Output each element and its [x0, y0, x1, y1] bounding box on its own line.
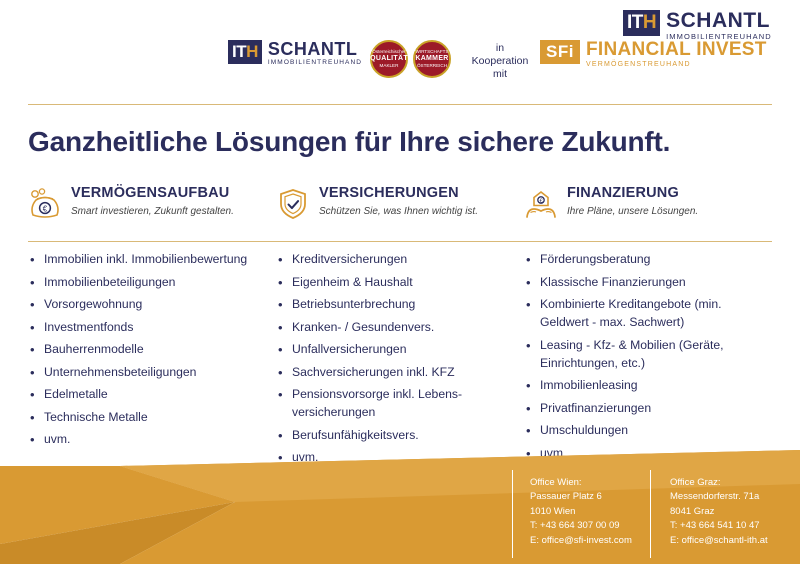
column-title: VERSICHERUNGEN: [319, 185, 459, 201]
office-wien-block: [518, 476, 658, 548]
service-column-finanzierung: [524, 186, 772, 221]
list-item: • Kreditversicherungen: [292, 250, 516, 268]
office-wien-email[interactable]: E: office@sfi-invest.com: [530, 534, 632, 546]
list-item: • Bauherrenmodelle: [44, 340, 268, 358]
list-item: • Privatfinanzierungen: [540, 399, 764, 417]
seal2-line2: KAMMER: [415, 54, 449, 62]
seal1-line2: QUALITÄT: [370, 54, 408, 62]
seal2-line3: ÖSTERREICH: [416, 63, 448, 69]
seal2-line1: WIRTSCHAFTS: [415, 48, 449, 54]
header-logo-bar: [0, 0, 800, 96]
office-wien-street: Passauer Platz 6: [530, 491, 602, 503]
logo-schantl-ith-primary: [623, 10, 772, 41]
list-item: • Immobilien inkl. Immobilienbewertung: [44, 250, 268, 268]
list-item: • Unfallversicherungen: [292, 340, 516, 358]
column-title: VERMÖGENSAUFBAU: [71, 185, 230, 201]
seal1-line1: Österreichischer: [372, 48, 406, 54]
list-item: • Klassische Finanzierungen: [540, 273, 764, 291]
list-item: • Förderungsberatung: [540, 250, 764, 268]
list-finanzierung: [524, 250, 772, 471]
list-item: • Berufsunfähigkeitsvers.: [292, 426, 516, 444]
ith-monogram-icon: ITH: [623, 10, 660, 36]
list-item: • uvm.: [292, 448, 516, 466]
seal1-line3: MAKLER: [379, 63, 399, 69]
list-item: • Umschuldungen: [540, 421, 764, 439]
column-subtitle: Smart investieren, Zukunft gestalten.: [71, 205, 234, 217]
hands-house-icon: [524, 187, 558, 221]
svg-text:€: €: [42, 204, 48, 214]
page-title: Ganzheitliche Lösungen für Ihre sichere Zukunft.: [28, 126, 671, 157]
logo-primary-name: SCHANTL: [666, 9, 770, 32]
list-item: • Unternehmensbeteiligungen: [44, 363, 268, 381]
logo-schantl-ith-secondary: [228, 40, 362, 67]
service-lists: [28, 250, 772, 471]
list-item: • Kombinierte Kreditangebote (min. Geldwert - max. Sachwert): [540, 295, 764, 331]
office-graz-street: Messendorferstr. 71a: [670, 491, 760, 503]
svg-text:€: €: [539, 198, 543, 205]
list-item: • Investmentfonds: [44, 318, 268, 336]
cooperation-label: in Kooperation mit: [471, 42, 529, 81]
office-graz-city: 8041 Graz: [670, 505, 715, 517]
office-wien-phone[interactable]: T: +43 664 307 00 09: [530, 520, 620, 532]
logo-sfi-name: FINANCIAL INVEST: [585, 39, 767, 60]
service-column-vermoegensaufbau: [28, 186, 276, 221]
office-wien-city: 1010 Wien: [530, 505, 576, 517]
list-item: • Kranken- / Gesundenvers.: [292, 318, 516, 336]
list-item: • uvm.: [44, 430, 268, 448]
logo-secondary-tagline: IMMOBILIENTREUHAND: [267, 59, 363, 66]
list-item: • Pensionsvorsorge inkl. Lebens-versicherungen: [292, 385, 516, 421]
logo-primary-tagline: IMMOBILIENTREUHAND: [666, 32, 772, 41]
logo-sfi-financial-invest: [540, 40, 767, 68]
column-subtitle: Ihre Pläne, unsere Lösungen.: [567, 205, 699, 217]
list-vermoegensaufbau: [28, 250, 276, 471]
office-graz-phone[interactable]: T: +43 664 541 10 47: [670, 520, 760, 532]
list-item: • Immobilienbeteiligungen: [44, 273, 268, 291]
list-item: • Technische Metalle: [44, 408, 268, 426]
list-item: • Sachversicherungen inkl. KFZ: [292, 363, 516, 381]
list-item: • Eigenheim & Haushalt: [292, 273, 516, 291]
list-item: • Leasing - Kfz- & Mobilien (Geräte, Einrichtungen, etc.): [540, 336, 764, 372]
list-versicherungen: [276, 250, 524, 471]
service-column-versicherungen: [276, 186, 524, 221]
service-column-headers: [28, 186, 772, 221]
divider-top: [28, 104, 772, 105]
office-graz-block: [658, 476, 798, 548]
divider-mid: [28, 241, 772, 242]
office-graz-title: Office Graz:: [670, 477, 721, 488]
list-item: • Vorsorgewohnung: [44, 295, 268, 313]
list-item: • Betriebsunterbrechung: [292, 295, 516, 313]
quality-seal-icon: [370, 40, 408, 78]
column-subtitle: Schützen Sie, was Ihnen wichtig ist.: [319, 205, 478, 217]
money-bag-euro-icon: [28, 187, 62, 221]
chamber-seal-icon: [413, 40, 451, 78]
list-item: • uvm.: [540, 444, 764, 462]
sfi-monogram-icon: SFi: [540, 40, 580, 64]
list-item: • Edelmetalle: [44, 385, 268, 403]
shield-check-icon: [276, 187, 310, 221]
office-graz-email[interactable]: E: office@schantl-ith.at: [670, 534, 768, 546]
logo-secondary-name: SCHANTL: [267, 39, 358, 59]
logo-sfi-tagline: VERMÖGENSTREUHAND: [585, 61, 691, 68]
list-item: • Immobilienleasing: [540, 376, 764, 394]
column-title: FINANZIERUNG: [567, 185, 679, 201]
office-wien-title: Office Wien:: [530, 477, 582, 488]
footer-divider-1: [512, 470, 513, 558]
ith-monogram-icon: ITH: [228, 40, 262, 64]
